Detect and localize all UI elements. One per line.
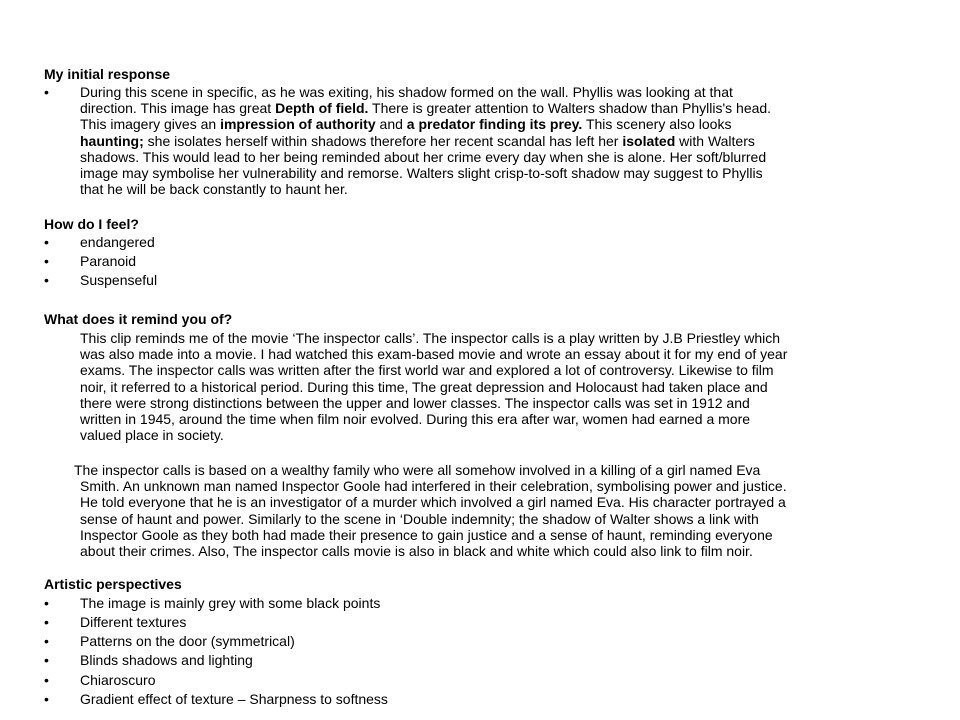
artistic-item-text: Chiaroscuro [80, 672, 156, 688]
remind-paragraph-2 [44, 462, 787, 559]
bullet-marker: • [44, 614, 49, 630]
paragraph-line [80, 181, 771, 197]
bullet-marker: • [44, 595, 49, 611]
feeling-item-text: endangered [80, 234, 155, 250]
body-text: image may symbolise her vulnerability and remorse. Walters slight crisp-to-soft shadow may suggest to Phyllis [80, 165, 763, 182]
paragraph-line: written in 1945, around the time when film noir evolved. During this era after war, women had earned a more [80, 411, 751, 428]
body-text: direction. This image has great [80, 100, 276, 117]
emphasis-text: isolated [622, 132, 676, 149]
body-text: that he will be back constantly to haunt her. [80, 181, 348, 198]
body-text: During this scene in specific, as he was exiting, his shadow formed on the wall. Phyllis was looking at that [80, 84, 733, 100]
paragraph-line: He told everyone that he is an investigator of a murder which involved a girl named Eva. His character portrayed a [80, 494, 786, 511]
body-text: This imagery gives an [80, 116, 221, 133]
emphasis-text: Depth of field. [275, 100, 369, 117]
heading-artistic-perspectives: Artistic perspectives [44, 576, 182, 592]
bullet-marker: • [44, 672, 49, 688]
artistic-item-text: Different textures [80, 614, 187, 630]
paragraph-line [80, 100, 771, 116]
artistic-item-text: Patterns on the door (symmetrical) [80, 633, 295, 649]
paragraph-line: sense of haunt and power. Similarly to the scene in ‘Double indemnity; the shadow of Walter shows a link with [80, 510, 759, 527]
body-text: with Walters [675, 132, 755, 149]
bullet-marker: • [44, 234, 49, 250]
paragraph-line: Inspector Goole as they both had made their presence to gain justice and a sense of haunt, reminding everyone [80, 526, 773, 543]
emphasis-text: a predator finding its prey. [406, 116, 583, 133]
paragraph-line: noir, it referred to a historical period. During this time, The great depression and Holocaust had taken place and [80, 378, 768, 395]
feeling-item-text: Paranoid [80, 253, 137, 269]
paragraph-line [80, 116, 771, 132]
bullet-marker: • [44, 253, 49, 269]
emphasis-text: impression of authority [220, 116, 376, 133]
paragraph-line: valued place in society. [80, 427, 224, 444]
paragraph-line [80, 133, 771, 149]
body-text: and [375, 116, 407, 133]
bullet-marker: • [44, 691, 49, 707]
bullet-marker: • [44, 633, 49, 649]
paragraph-line: exams. The inspector calls was written after the first world war and explored a lot of controversy. Likewise to film [80, 362, 774, 379]
paragraph-line: The inspector calls is based on a wealthy family who were all somehow involved in a killing of a girl named Eva [74, 462, 761, 478]
paragraph-line: This clip reminds me of the movie ‘The inspector calls’. The inspector calls is a play written by J.B Priestley which [80, 330, 781, 346]
heading-how-do-i-feel: How do I feel? [44, 216, 139, 232]
body-text: There is greater attention to Walters shadow than Phyllis's head. [368, 100, 772, 117]
body-text: shadows. This would lead to her being reminded about her crime every day when she is alone. Her soft/blurred [80, 148, 767, 165]
emphasis-text: haunting; [80, 132, 144, 149]
paragraph-line: about their crimes. Also, The inspector calls movie is also in black and white which could also link to film noir. [80, 543, 753, 560]
artistic-item-text: The image is mainly grey with some black points [80, 595, 381, 611]
artistic-item-text: Gradient effect of texture – Sharpness to softness [80, 691, 388, 707]
paragraph-line [80, 149, 771, 165]
paragraph-line [80, 165, 771, 181]
heading-remind-you-of: What does it remind you of? [44, 311, 233, 327]
heading-initial-response: My initial response [44, 66, 171, 82]
body-text: This scenery also looks [582, 116, 732, 133]
paragraph-line: Smith. An unknown man named Inspector Goole had interfered in their celebration, symbolising power and justice. [80, 478, 787, 495]
remind-paragraph-1 [80, 330, 787, 443]
artistic-item-text: Blinds shadows and lighting [80, 652, 253, 668]
bullet-marker: • [44, 652, 49, 668]
body-text: she isolates herself within shadows therefore her recent scandal has left her [143, 132, 623, 149]
bullet-marker: • [44, 84, 49, 100]
feeling-item-text: Suspenseful [80, 272, 158, 288]
initial-response-paragraph [80, 84, 771, 197]
bullet-marker: • [44, 272, 49, 288]
paragraph-line: was also made into a movie. I had watched this exam-based movie and wrote an essay about it for my end of year [80, 346, 788, 363]
paragraph-line: there were strong distinctions between the upper and lower classes. The inspector calls was set in 1912 and [80, 394, 750, 411]
paragraph-line [80, 84, 771, 100]
